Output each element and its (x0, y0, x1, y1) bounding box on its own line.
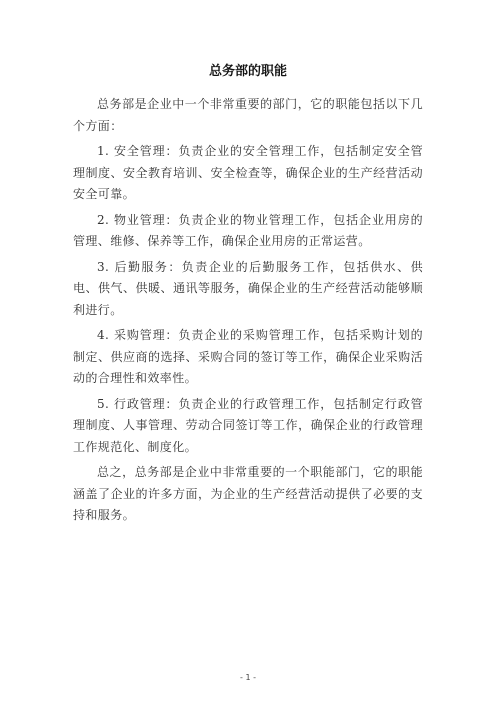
page-number: - 1 - (240, 673, 256, 682)
paragraph-conclusion: 总之，总务部是企业中非常重要的一个职能部门，它的职能涵盖了企业的许多方面，为企业的生产经营活动提供了必要的支持和服务。 (73, 465, 423, 522)
document-title: 总务部的职能 (208, 64, 287, 79)
paragraph-intro: 总务部是企业中一个非常重要的部门，它的职能包括以下几个方面： (73, 97, 423, 133)
paragraph-logistics-service: 3. 后勤服务：负责企业的后勤服务工作，包括供水、供电、供气、供暖、通讯等服务，确保企业的生产经营活动能够顺利进行。 (73, 259, 423, 317)
paragraph-property-management: 2. 物业管理：负责企业的物业管理工作，包括企业用房的管理、维修、保养等工作，确保企业用房的正常运营。 (73, 212, 423, 248)
paragraph-administrative-management: 5. 行政管理：负责企业的行政管理工作，包括制定行政管理制度、人事管理、劳动合同签订等工作，确保企业的行政管理工作规范化、制度化。 (73, 396, 423, 454)
paragraph-safety-management: 1. 安全管理：负责企业的安全管理工作，包括制定安全管理制度、安全教育培训、安全检查等，确保企业的生产经营活动安全可靠。 (73, 144, 423, 201)
paragraph-procurement-management: 4. 采购管理：负责企业的采购管理工作，包括采购计划的制定、供应商的选择、采购合同的签订等工作，确保企业采购活动的合理性和效率性。 (73, 328, 423, 385)
document-body (73, 94, 423, 531)
